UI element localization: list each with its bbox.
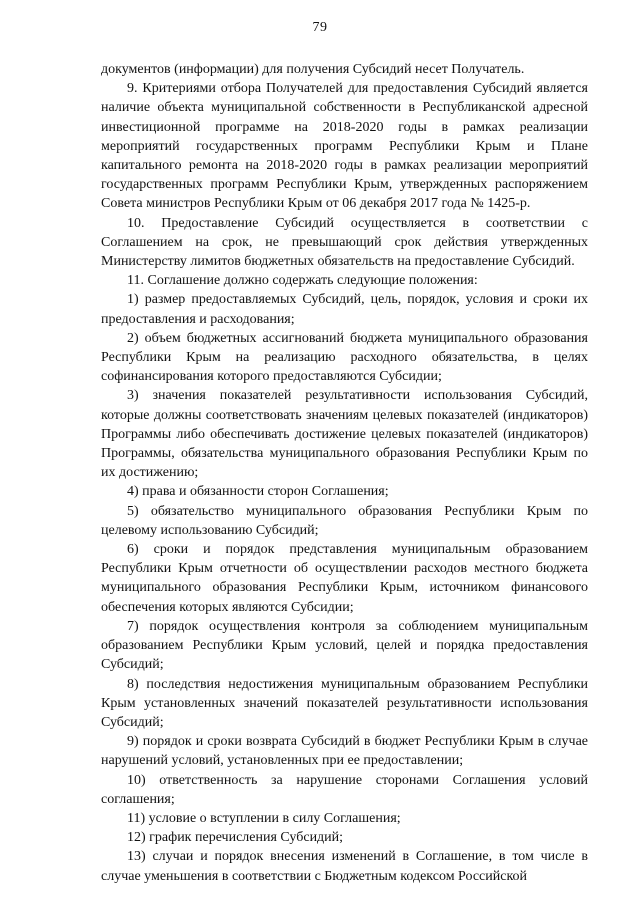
- list-item-1: 1) размер предоставляемых Субсидий, цель, порядок, условия и сроки их предоставления и расходования;: [101, 292, 588, 327]
- paragraph-item-11: 11. Соглашение должно содержать следующие положения:: [127, 273, 478, 289]
- list-item-7: 7) порядок осуществления контроля за соблюдением муниципальным образованием Республики Крым условий, целей и порядка предоставления Субсидий;: [101, 618, 588, 673]
- paragraph-item-10: 10. Предоставление Субсидий осуществляется в соответствии с Соглашением на срок, не превышающий срок действия утвержденных Министерству лимитов бюджетных обязательств на предоставление Субсидий.: [101, 215, 588, 270]
- list-item-5: 5) обязательство муниципального образования Республики Крым по целевому использованию Субсидий;: [101, 503, 588, 538]
- page-number: 79: [312, 20, 328, 35]
- list-item-4: 4) права и обязанности сторон Соглашения;: [127, 484, 389, 500]
- list-item-11: 11) условие о вступлении в силу Соглашения;: [127, 810, 401, 826]
- list-item-8: 8) последствия недостижения муниципальным образованием Республики Крым установленных значений показателей результативности использования Субсидий;: [101, 676, 588, 730]
- paragraph-item-9: 9. Критериями отбора Получателей для предоставления Субсидий является наличие объекта муниципальной собственности в Республиканской адресной инвестиционной программе на 2018-2020 годы в рамках реализации мероприятий государственных программ Республики Крым и Плане капитального ремонта на 2018-2020 годы в рамках реализации мероприятий государственных программ Республики Крым, утвержденных распоряжением Совета министров Республики Крым от 06 декабря 2017 года № 1425-р.: [101, 81, 588, 212]
- list-item-10: 10) ответственность за нарушение сторонами Соглашения условий соглашения;: [101, 772, 588, 807]
- paragraph-continuation: документов (информации) для получения Субсидий несет Получатель.: [101, 62, 525, 77]
- document-body: [101, 60, 588, 886]
- list-item-13: 13) случаи и порядок внесения изменений в Соглашение, в том числе в случае уменьшения в соответствии с Бюджетным кодексом Российской: [101, 849, 588, 884]
- list-item-6: 6) сроки и порядок представления муниципальным образованием Республики Крым отчетности об осуществлении расходов местного бюджета муниципального образования Республики Крым, источником финансового обеспечения которых являются Субсидии;: [101, 542, 588, 615]
- list-item-2: 2) объем бюджетных ассигнований бюджета муниципального образования Республики Крым на реализацию расходного обязательства, в целях софинансирования которого предоставляются Субсидии;: [101, 330, 588, 385]
- list-item-9: 9) порядок и сроки возврата Субсидий в бюджет Республики Крым в случае нарушений условий, установленных при ее предоставлении;: [101, 734, 588, 769]
- list-item-12: 12) график перечисления Субсидий;: [127, 830, 344, 846]
- list-item-3: 3) значения показателей результативности использования Субсидий, которые должны соответствовать значениям целевых показателей (индикаторов) Программы либо обеспечивать достижение целевых показателей (индикаторов) Программы, обязательства муниципального образования Республики Крым по их достижению;: [101, 388, 588, 481]
